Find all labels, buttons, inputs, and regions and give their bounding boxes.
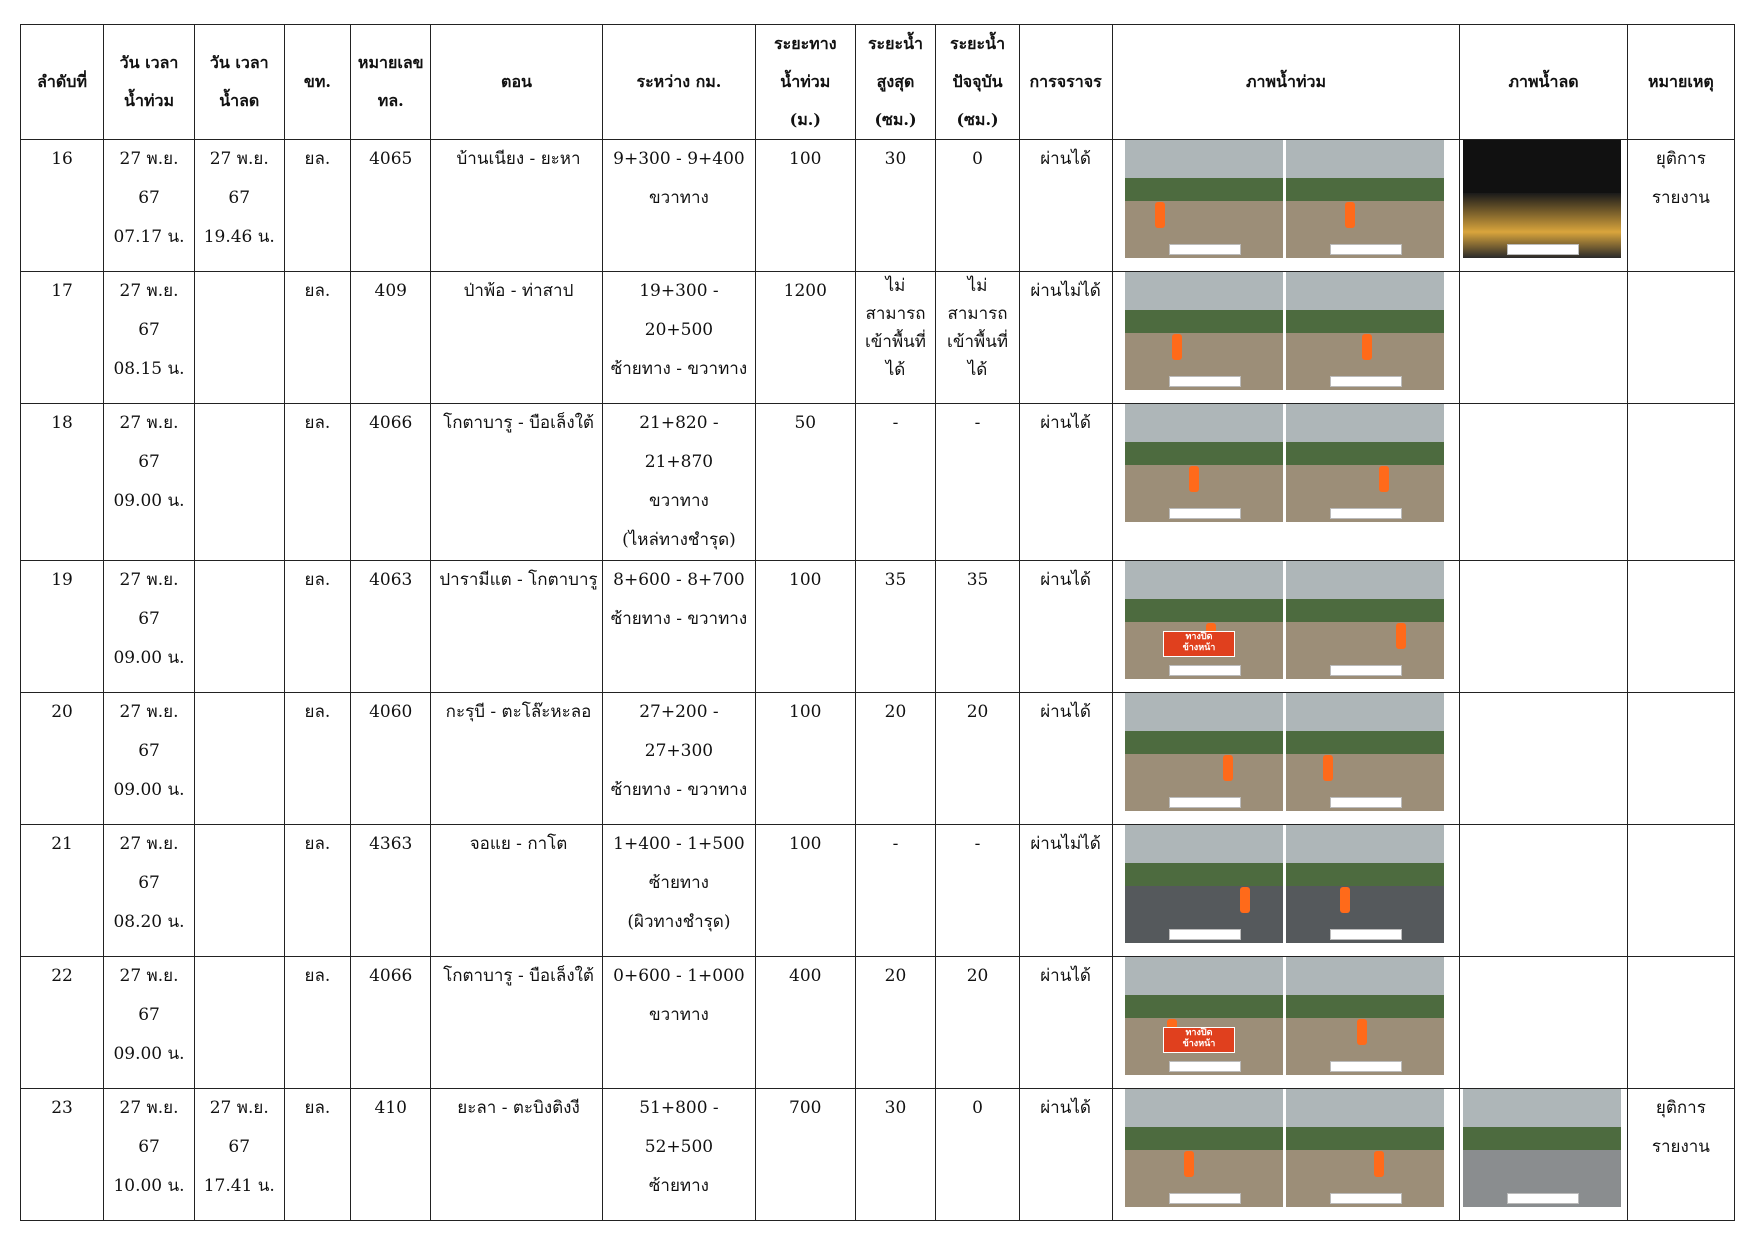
flood-road-photo xyxy=(1125,1089,1283,1207)
district: ยล. xyxy=(284,693,351,825)
section-name: ยะลา - ตะบิงติงงี xyxy=(431,1089,603,1221)
row-number: 23 xyxy=(21,1089,104,1221)
remark xyxy=(1627,561,1734,693)
recede-photos-cell xyxy=(1460,272,1627,404)
recede-photos-cell xyxy=(1460,561,1627,693)
flood-road-photo xyxy=(1125,140,1283,258)
flood-photos-cell xyxy=(1112,693,1460,825)
current-water-level: 0 xyxy=(936,1089,1019,1221)
district: ยล. xyxy=(284,404,351,561)
photo-caption xyxy=(1169,244,1241,255)
current-water-level: 20 xyxy=(936,693,1019,825)
remark: ยุติการ รายงาน xyxy=(1627,1089,1734,1221)
row-number: 20 xyxy=(21,693,104,825)
recede-photos-cell xyxy=(1460,957,1627,1089)
route-number: 410 xyxy=(351,1089,431,1221)
remark xyxy=(1627,404,1734,561)
current-water-level: 35 xyxy=(936,561,1019,693)
photo-caption xyxy=(1330,1061,1402,1072)
row-number: 21 xyxy=(21,825,104,957)
table-row xyxy=(21,561,1735,693)
flood-time: 27 พ.ย. 67 07.17 น. xyxy=(104,140,195,272)
row-number: 17 xyxy=(21,272,104,404)
photo-caption xyxy=(1169,929,1241,940)
district: ยล. xyxy=(284,825,351,957)
header-row xyxy=(21,25,1735,140)
flood-length: 100 xyxy=(756,825,856,957)
night-road-photo xyxy=(1463,140,1621,258)
traffic-status: ผ่านได้ xyxy=(1019,140,1112,272)
photo-caption xyxy=(1330,376,1402,387)
flood-road-photo xyxy=(1125,404,1283,522)
km-range: 0+600 - 1+000 ขวาทาง xyxy=(602,957,755,1089)
flood-road-photo xyxy=(1125,693,1283,811)
km-range: 27+200 - 27+300 ซ้ายทาง - ขวาทาง xyxy=(602,693,755,825)
recede-time xyxy=(194,693,284,825)
km-range: 1+400 - 1+500 ซ้ายทาง (ผิวทางชำรุด) xyxy=(602,825,755,957)
flood-length: 100 xyxy=(756,561,856,693)
max-water-level: - xyxy=(855,404,936,561)
photo-caption xyxy=(1330,929,1402,940)
photo-caption xyxy=(1507,1193,1579,1204)
header-flood-photos: ภาพน้ำท่วม xyxy=(1112,25,1460,140)
recede-photos-cell xyxy=(1460,140,1627,272)
flood-time: 27 พ.ย. 67 08.15 น. xyxy=(104,272,195,404)
flood-road-photo xyxy=(1286,272,1444,390)
recede-time xyxy=(194,825,284,957)
road-closed-sign: ทางปิด ข้างหน้า xyxy=(1163,1027,1235,1053)
flood-photos-cell xyxy=(1112,140,1460,272)
recede-photos-cell xyxy=(1460,693,1627,825)
flood-time: 27 พ.ย. 67 09.00 น. xyxy=(104,404,195,561)
flood-time: 27 พ.ย. 67 09.00 น. xyxy=(104,957,195,1089)
traffic-status: ผ่านได้ xyxy=(1019,561,1112,693)
flood-length: 1200 xyxy=(756,272,856,404)
traffic-status: ผ่านได้ xyxy=(1019,693,1112,825)
recede-time xyxy=(194,561,284,693)
header-section: ตอน xyxy=(431,25,603,140)
max-water-level: 30 xyxy=(855,1089,936,1221)
flood-photos-cell xyxy=(1112,561,1460,693)
photo-caption xyxy=(1330,244,1402,255)
district: ยล. xyxy=(284,1089,351,1221)
flood-time: 27 พ.ย. 67 08.20 น. xyxy=(104,825,195,957)
flood-time: 27 พ.ย. 67 09.00 น. xyxy=(104,693,195,825)
recede-time: 27 พ.ย. 67 19.46 น. xyxy=(194,140,284,272)
header-recede-photos: ภาพน้ำลด xyxy=(1460,25,1627,140)
table-row xyxy=(21,404,1735,561)
route-number: 409 xyxy=(351,272,431,404)
photo-caption xyxy=(1330,1193,1402,1204)
road-closed-sign: ทางปิด ข้างหน้า xyxy=(1163,631,1235,657)
photo-caption xyxy=(1169,1193,1241,1204)
flood-road-photo xyxy=(1125,957,1283,1075)
current-water-level: 0 xyxy=(936,140,1019,272)
photo-caption xyxy=(1330,508,1402,519)
route-number: 4066 xyxy=(351,404,431,561)
flood-length: 700 xyxy=(756,1089,856,1221)
section-name: โกตาบารู - บือเล็งใต้ xyxy=(431,404,603,561)
flood-length: 50 xyxy=(756,404,856,561)
traffic-status: ผ่านได้ xyxy=(1019,404,1112,561)
max-water-level: 30 xyxy=(855,140,936,272)
recede-photos-cell xyxy=(1460,1089,1627,1221)
remark xyxy=(1627,825,1734,957)
district: ยล. xyxy=(284,140,351,272)
photo-caption xyxy=(1330,665,1402,676)
remark xyxy=(1627,272,1734,404)
flood-road-photo xyxy=(1286,561,1444,679)
header-length: ระยะทาง น้ำท่วม (ม.) xyxy=(756,25,856,140)
flood-photos-cell xyxy=(1112,272,1460,404)
district: ยล. xyxy=(284,272,351,404)
damaged-road-photo xyxy=(1286,825,1444,943)
photo-caption xyxy=(1330,797,1402,808)
route-number: 4363 xyxy=(351,825,431,957)
flood-time: 27 พ.ย. 67 09.00 น. xyxy=(104,561,195,693)
photo-caption xyxy=(1507,244,1579,255)
damaged-road-photo xyxy=(1125,825,1283,943)
max-water-level: 35 xyxy=(855,561,936,693)
flood-road-photo xyxy=(1286,1089,1444,1207)
photo-caption xyxy=(1169,665,1241,676)
flood-length: 400 xyxy=(756,957,856,1089)
row-number: 22 xyxy=(21,957,104,1089)
remark: ยุติการ รายงาน xyxy=(1627,140,1734,272)
km-range: 19+300 - 20+500 ซ้ายทาง - ขวาทาง xyxy=(602,272,755,404)
table-row xyxy=(21,957,1735,1089)
recede-photos-cell xyxy=(1460,404,1627,561)
max-water-level: 20 xyxy=(855,693,936,825)
row-number: 18 xyxy=(21,404,104,561)
photo-caption xyxy=(1169,376,1241,387)
flood-photos-cell xyxy=(1112,957,1460,1089)
flood-road-photo xyxy=(1286,140,1444,258)
traffic-status: ผ่านไม่ได้ xyxy=(1019,272,1112,404)
header-max-level: ระยะน้ำ สูงสุด (ซม.) xyxy=(855,25,936,140)
km-range: 8+600 - 8+700 ซ้ายทาง - ขวาทาง xyxy=(602,561,755,693)
traffic-status: ผ่านได้ xyxy=(1019,1089,1112,1221)
header-current-level: ระยะน้ำ ปัจจุบัน (ซม.) xyxy=(936,25,1019,140)
district: ยล. xyxy=(284,561,351,693)
section-name: กะรุบี - ตะโล๊ะหะลอ xyxy=(431,693,603,825)
recede-time xyxy=(194,272,284,404)
table-row xyxy=(21,1089,1735,1221)
recede-time xyxy=(194,404,284,561)
flood-photos-cell xyxy=(1112,1089,1460,1221)
km-range: 21+820 - 21+870 ขวาทาง (ไหล่ทางชำรุด) xyxy=(602,404,755,561)
header-district: ขท. xyxy=(284,25,351,140)
header-traffic: การจราจร xyxy=(1019,25,1112,140)
section-name: จอแย - กาโต xyxy=(431,825,603,957)
header-km: ระหว่าง กม. xyxy=(602,25,755,140)
section-name: โกตาบารู - บือเล็งใต้ xyxy=(431,957,603,1089)
header-no: ลำดับที่ xyxy=(21,25,104,140)
district: ยล. xyxy=(284,957,351,1089)
header-route: หมายเลข ทล. xyxy=(351,25,431,140)
row-number: 19 xyxy=(21,561,104,693)
remark xyxy=(1627,693,1734,825)
flood-length: 100 xyxy=(756,140,856,272)
route-number: 4065 xyxy=(351,140,431,272)
section-name: บ้านเนียง - ยะหา xyxy=(431,140,603,272)
table-row xyxy=(21,825,1735,957)
flood-report-table xyxy=(20,24,1735,1221)
row-number: 16 xyxy=(21,140,104,272)
table-row xyxy=(21,140,1735,272)
flood-length: 100 xyxy=(756,693,856,825)
current-water-level: - xyxy=(936,404,1019,561)
current-water-level: 20 xyxy=(936,957,1019,1089)
current-water-level: ไม่สามารถ เข้าพื้นที่ได้ xyxy=(936,272,1019,404)
flood-road-photo xyxy=(1125,561,1283,679)
flood-road-photo xyxy=(1286,404,1444,522)
header-remark: หมายเหตุ xyxy=(1627,25,1734,140)
recede-time: 27 พ.ย. 67 17.41 น. xyxy=(194,1089,284,1221)
max-water-level: ไม่สามารถ เข้าพื้นที่ได้ xyxy=(855,272,936,404)
max-water-level: 20 xyxy=(855,957,936,1089)
route-number: 4063 xyxy=(351,561,431,693)
flood-road-photo xyxy=(1286,957,1444,1075)
recede-time xyxy=(194,957,284,1089)
road-photo xyxy=(1463,1089,1621,1207)
section-name: ปารามีแต - โกตาบารู xyxy=(431,561,603,693)
flood-road-photo xyxy=(1286,693,1444,811)
remark xyxy=(1627,957,1734,1089)
photo-caption xyxy=(1169,1061,1241,1072)
header-flood-time: วัน เวลา น้ำท่วม xyxy=(104,25,195,140)
table-row xyxy=(21,693,1735,825)
traffic-status: ผ่านได้ xyxy=(1019,957,1112,1089)
km-range: 9+300 - 9+400 ขวาทาง xyxy=(602,140,755,272)
table-row xyxy=(21,272,1735,404)
current-water-level: - xyxy=(936,825,1019,957)
recede-photos-cell xyxy=(1460,825,1627,957)
route-number: 4060 xyxy=(351,693,431,825)
max-water-level: - xyxy=(855,825,936,957)
traffic-status: ผ่านไม่ได้ xyxy=(1019,825,1112,957)
header-recede-time: วัน เวลา น้ำลด xyxy=(194,25,284,140)
flood-road-photo xyxy=(1125,272,1283,390)
section-name: ป่าพ้อ - ท่าสาป xyxy=(431,272,603,404)
photo-caption xyxy=(1169,508,1241,519)
flood-photos-cell xyxy=(1112,404,1460,561)
km-range: 51+800 - 52+500 ซ้ายทาง xyxy=(602,1089,755,1221)
photo-caption xyxy=(1169,797,1241,808)
route-number: 4066 xyxy=(351,957,431,1089)
flood-time: 27 พ.ย. 67 10.00 น. xyxy=(104,1089,195,1221)
flood-photos-cell xyxy=(1112,825,1460,957)
